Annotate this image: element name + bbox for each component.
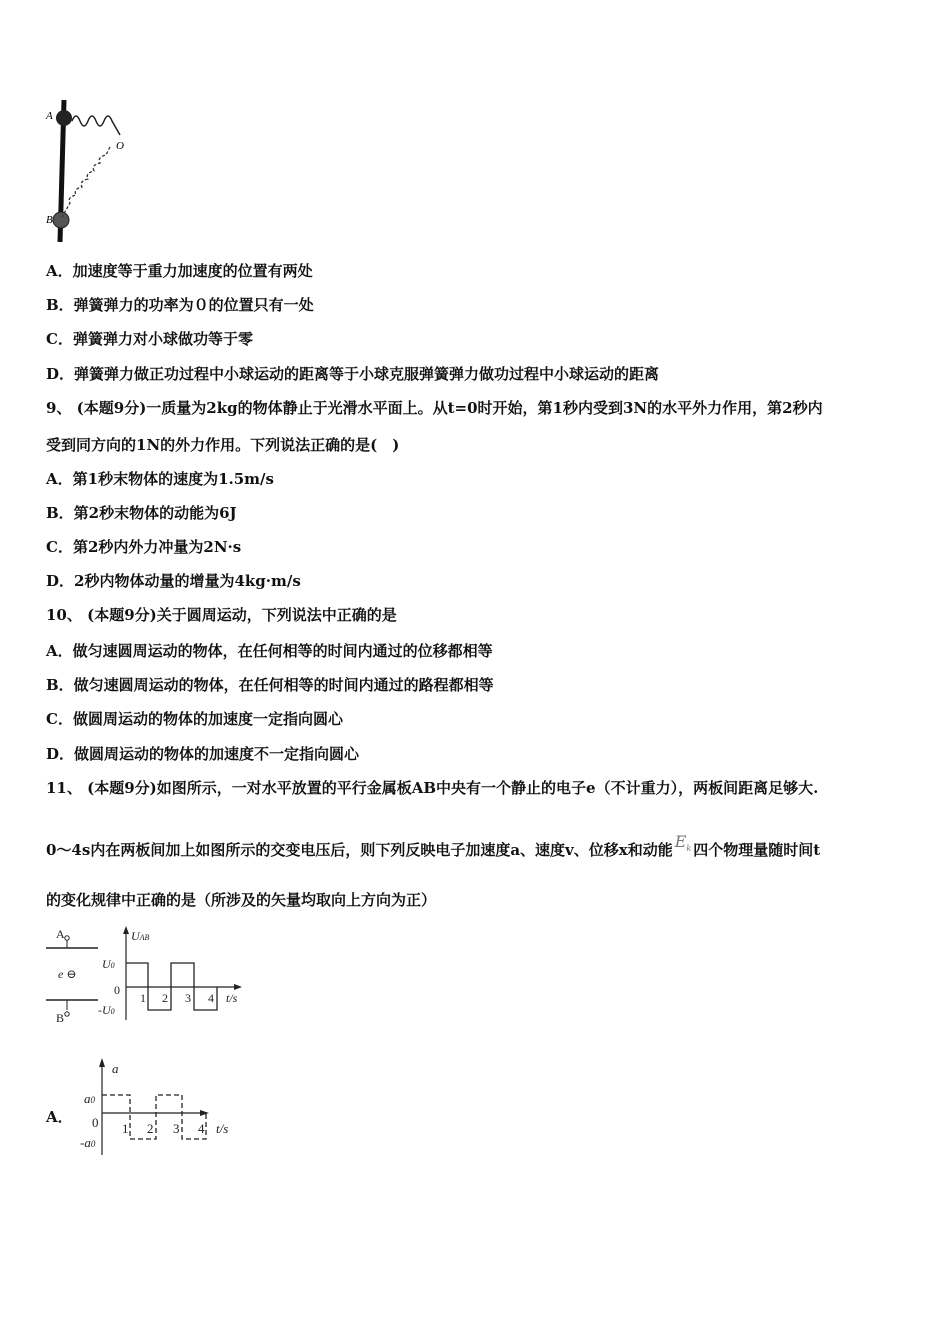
q10-option-d: D．做圆周运动的物体的加速度不一定指向圆心 (46, 745, 360, 763)
a-y-arrow (99, 1058, 105, 1067)
q10-option-b: B．做匀速圆周运动的物体，在任何相等的时间内通过的路程都相等 (46, 676, 494, 694)
label-o: O (116, 140, 124, 152)
voltage-u0-label: U0 (102, 957, 115, 971)
voltage-x-label: t/s (226, 991, 238, 1005)
voltage-figure (40, 922, 260, 1030)
plate-b-terminal (65, 1012, 69, 1016)
a-tick-2: 2 (147, 1121, 154, 1136)
q9-option-c: C．第2秒内外力冲量为2N·s (46, 538, 242, 556)
a-x-arrow (200, 1110, 209, 1116)
q11-line2-post: 四个物理量随时间t (693, 841, 821, 859)
option-a-label: A． (46, 1108, 73, 1126)
a-x-label: t/s (216, 1121, 229, 1136)
q10-stem: 10、 (本题9分)关于圆周运动，下列说法中正确的是 (46, 606, 397, 624)
q11-line2-pre: 0～4s内在两板间加上如图所示的交变电压后，则下列反映电子加速度a、速度v、位移x和动能 (46, 841, 673, 859)
a-tick-3: 3 (173, 1121, 180, 1136)
spring-horizontal (72, 116, 120, 135)
voltage-tick-1: 1 (140, 991, 146, 1005)
voltage-tick-2: 2 (162, 991, 168, 1005)
q8-option-d: D．弹簧弹力做正功过程中小球运动的距离等于小球克服弹簧弹力做功过程中小球运动的距离 (46, 365, 660, 383)
ball-at-b (53, 212, 69, 228)
ball-at-a (56, 110, 72, 126)
voltage-tick-3: 3 (185, 991, 191, 1005)
ek-symbol: $E_k$ (674, 832, 692, 854)
q10-option-a: A．做匀速圆周运动的物体，在任何相等的时间内通过的位移都相等 (46, 642, 493, 660)
spring-diagonal (62, 147, 110, 217)
q11-stem-line2 (46, 832, 821, 867)
voltage-neg-u0-label: -U0 (98, 1003, 115, 1017)
q8-option-a: A．加速度等于重力加速度的位置有两处 (46, 262, 313, 280)
plate-a-terminal (65, 936, 69, 940)
a-y-label: a (112, 1061, 119, 1076)
q9-option-a: A．第1秒末物体的速度为1.5m/s (46, 470, 274, 488)
q9-option-b: B．第2秒末物体的动能为6J (46, 504, 237, 522)
plate-b-label: B (56, 1011, 65, 1025)
a-tick-1: 1 (122, 1121, 129, 1136)
option-a-graph (74, 1055, 244, 1165)
voltage-y-label: UAB (131, 929, 150, 943)
a-waveform (102, 1095, 206, 1139)
voltage-x-arrow (234, 984, 242, 990)
a-tick-4: 4 (198, 1121, 205, 1136)
label-b: B (46, 214, 53, 226)
electron-label: e ⊖ (58, 967, 77, 981)
q8-option-c: C．弹簧弹力对小球做功等于零 (46, 330, 253, 348)
label-a: A (46, 110, 53, 122)
a-a0-label: a0 (84, 1091, 95, 1106)
plate-a-label: A (56, 927, 65, 941)
voltage-tick-4: 4 (208, 991, 214, 1005)
q9-stem-line1: 9、 (本题9分)一质量为2kg的物体静止于光滑水平面上。从t=0时开始，第1秒内受到3N的水平外力作用，第2秒内 (46, 399, 823, 417)
q9-stem-line2: 受到同方向的1N的外力作用。下列说法正确的是( ) (46, 436, 400, 454)
q8-option-b: B．弹簧弹力的功率为０的位置只有一处 (46, 296, 314, 314)
q11-stem-line1: 11、 (本题9分)如图所示，一对水平放置的平行金属板AB中央有一个静止的电子e（不计重力），两板间距离足够大. (46, 779, 819, 797)
voltage-origin: 0 (114, 983, 120, 997)
spring-ball-figure (40, 95, 140, 250)
a-origin: 0 (92, 1115, 99, 1130)
q9-option-d: D．2秒内物体动量的增量为4kg·m/s (46, 572, 301, 590)
a-neg-a0-label: -a0 (80, 1135, 96, 1150)
voltage-y-arrow (123, 926, 129, 934)
q11-stem-line3: 的变化规律中正确的是（所涉及的矢量均取向上方向为正） (46, 891, 437, 909)
q10-option-c: C．做圆周运动的物体的加速度一定指向圆心 (46, 710, 343, 728)
